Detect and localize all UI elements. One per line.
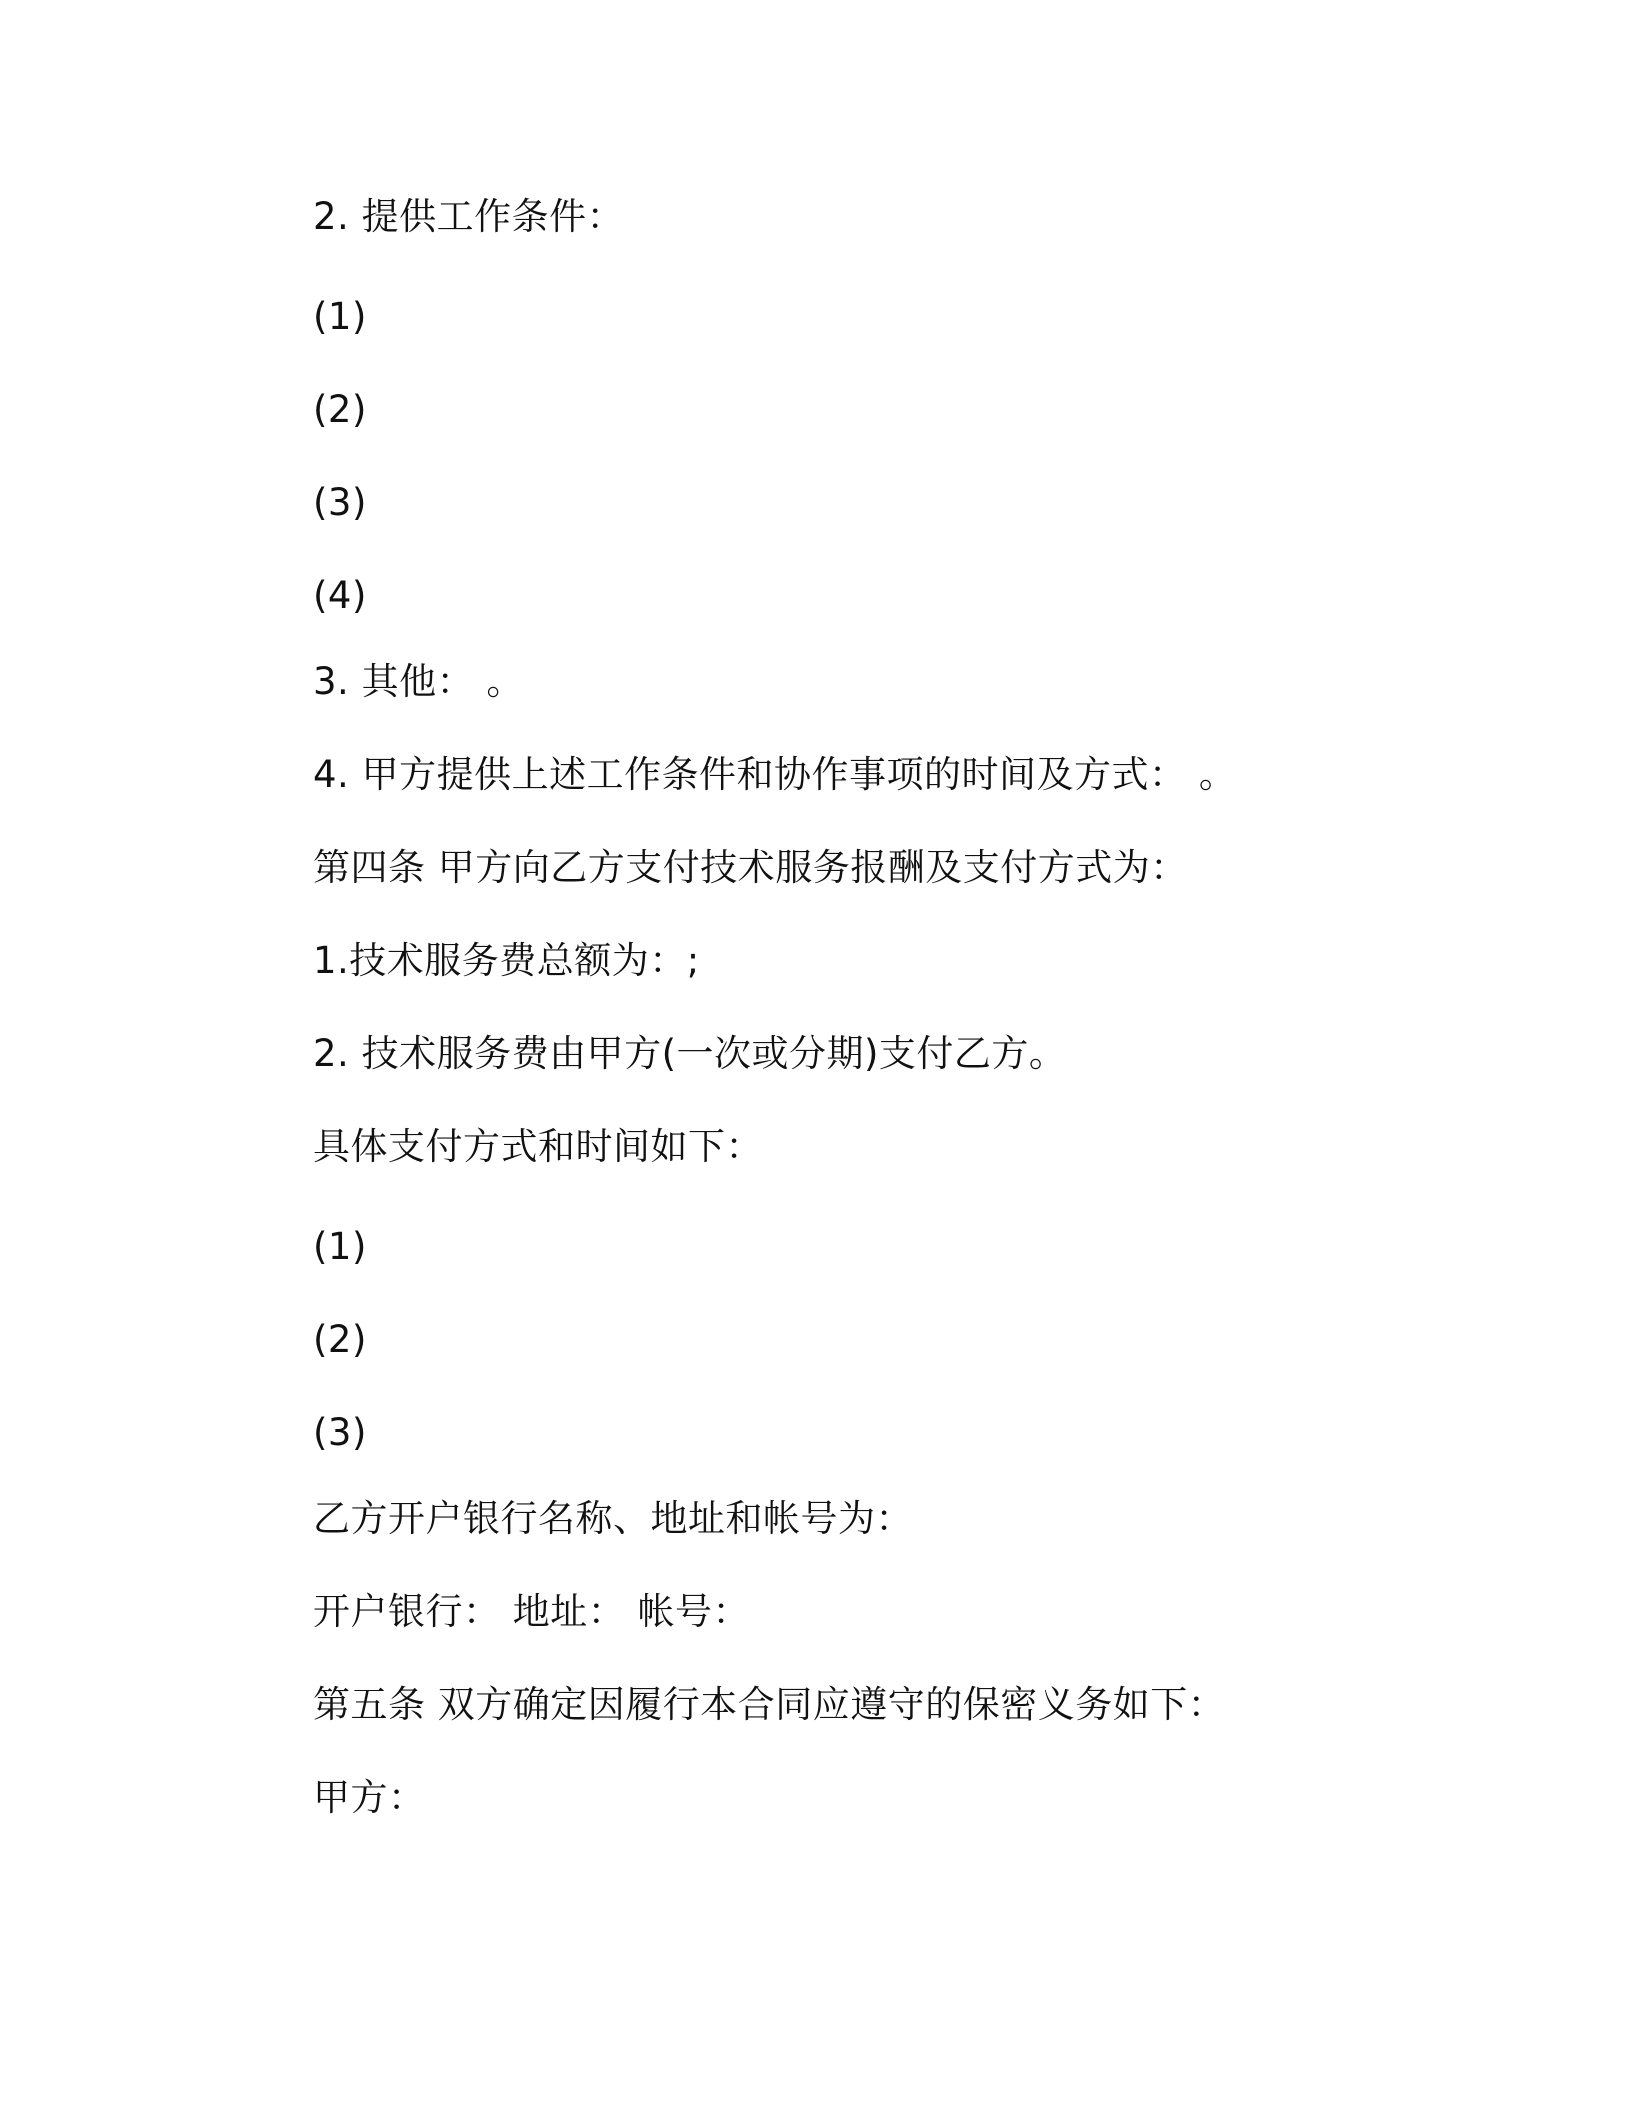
payment-item-3: (3) xyxy=(313,1411,367,1454)
article-four-heading: 第四条 甲方向乙方支付技术服务报酬及支付方式为： xyxy=(313,846,1188,889)
payment-detail-intro: 具体支付方式和时间如下： xyxy=(313,1125,763,1168)
payment-item-1: (1) xyxy=(313,1225,367,1268)
bank-info-intro: 乙方开户银行名称、地址和帐号为： xyxy=(313,1497,913,1540)
item-3: (3) xyxy=(313,481,367,524)
clause-other: 3. 其他： 。 xyxy=(313,660,524,703)
party-a-label: 甲方： xyxy=(313,1776,426,1819)
item-1: (1) xyxy=(313,295,367,338)
clause-time-and-method: 4. 甲方提供上述工作条件和协作事项的时间及方式： 。 xyxy=(313,753,1237,796)
article-five-heading: 第五条 双方确定因履行本合同应遵守的保密义务如下： xyxy=(313,1683,1226,1726)
clause-payment-mode: 2. 技术服务费由甲方(一次或分期)支付乙方。 xyxy=(313,1032,1067,1075)
clause-total-fee: 1.技术服务费总额为：; xyxy=(313,939,700,982)
item-4: (4) xyxy=(313,574,367,617)
payment-item-2: (2) xyxy=(313,1318,367,1361)
bank-info-fields: 开户银行： 地址： 帐号： xyxy=(313,1590,751,1633)
clause-provide-work-conditions: 2. 提供工作条件： xyxy=(313,195,625,238)
item-2: (2) xyxy=(313,388,367,431)
